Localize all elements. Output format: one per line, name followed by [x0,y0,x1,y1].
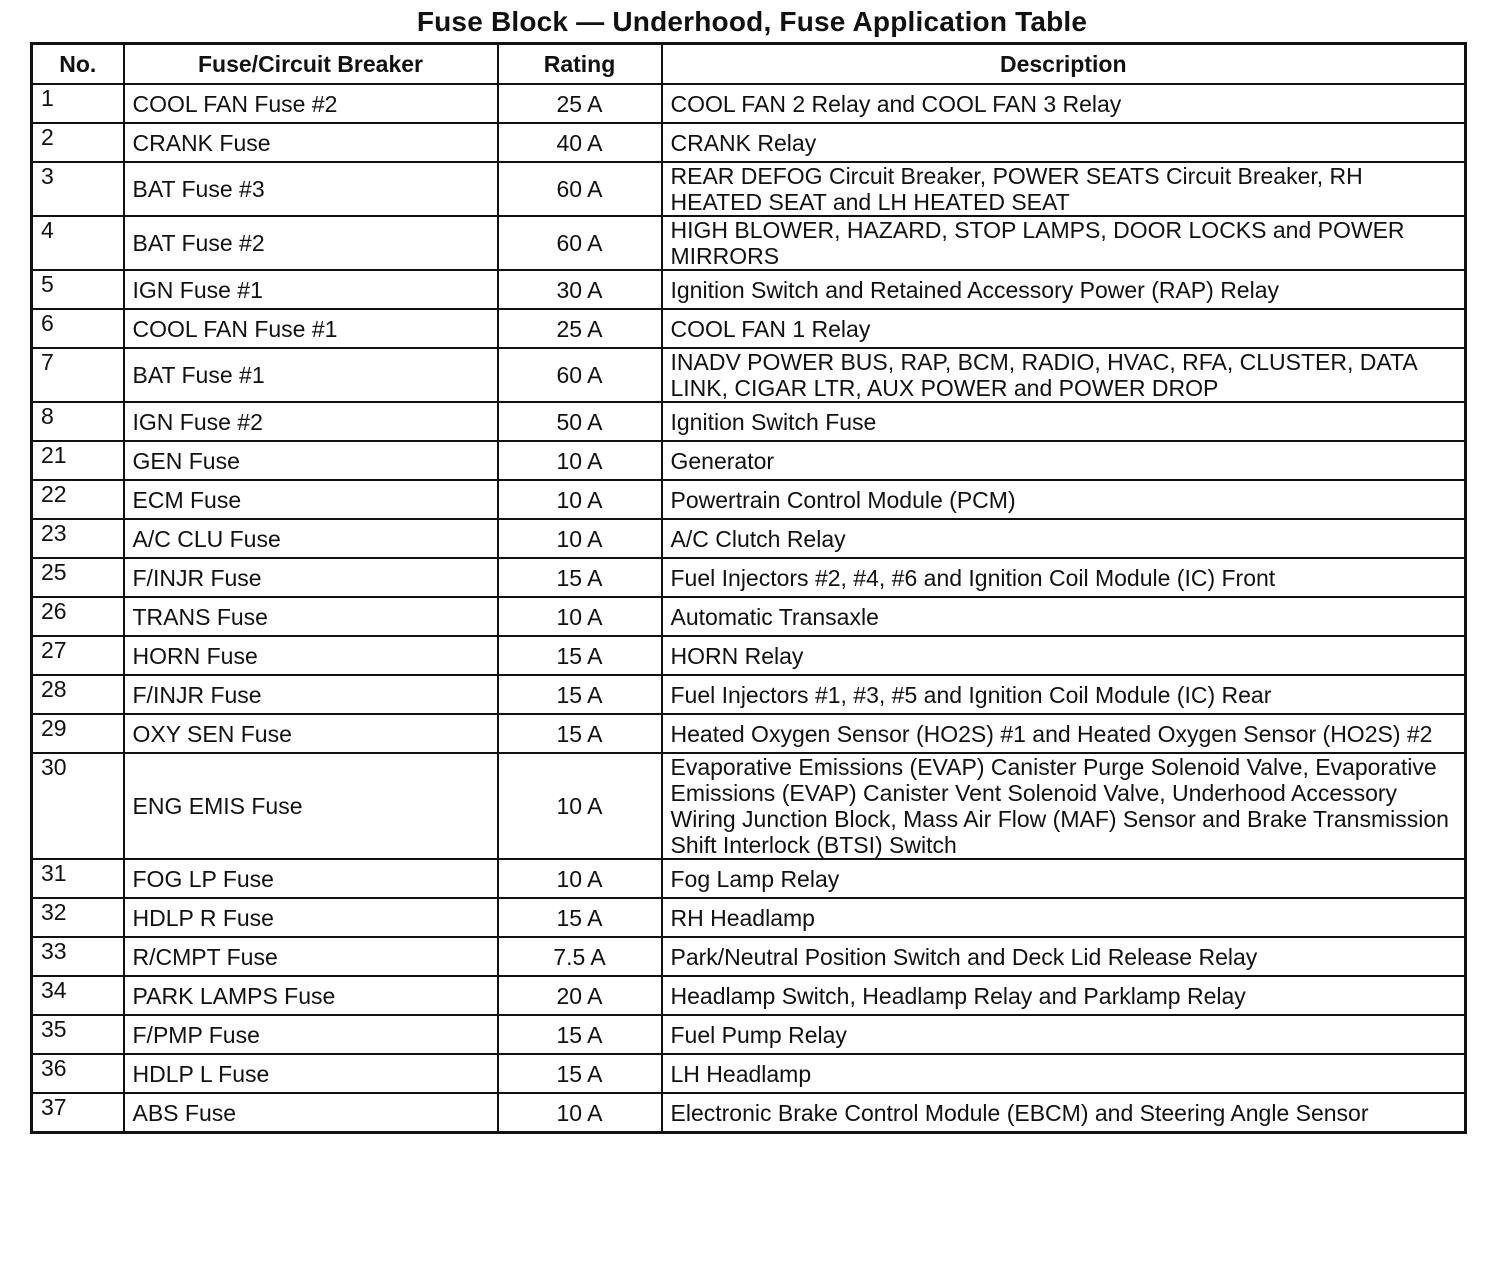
rating-cell: 40 A [498,123,662,162]
fuse-name-cell: HDLP R Fuse [124,898,498,937]
description-cell: Fog Lamp Relay [662,859,1466,898]
rating-cell: 7.5 A [498,937,662,976]
fuse-name-cell: HORN Fuse [124,636,498,675]
table-row [32,84,1466,123]
table-row [32,937,1466,976]
rating-cell: 15 A [498,714,662,753]
fuse-application-table [30,42,1467,1134]
fuse-name-cell: IGN Fuse #1 [124,270,498,309]
fuse-number-cell: 2 [32,123,124,162]
rating-cell: 10 A [498,519,662,558]
table-row [32,1015,1466,1054]
page-title: Fuse Block — Underhood, Fuse Application Table [416,6,1088,37]
fuse-name-cell: COOL FAN Fuse #2 [124,84,498,123]
fuse-number-cell: 8 [32,402,124,441]
fuse-name-cell: ENG EMIS Fuse [124,753,498,859]
fuse-name-cell: FOG LP Fuse [124,859,498,898]
fuse-name-cell: ABS Fuse [124,1093,498,1133]
fuse-number-cell: 29 [32,714,124,753]
description-cell: RH Headlamp [662,898,1466,937]
rating-cell: 15 A [498,1015,662,1054]
table-row [32,898,1466,937]
fuse-number-cell: 23 [32,519,124,558]
rating-cell: 15 A [498,636,662,675]
column-header-rating: Rating [498,44,662,85]
fuse-name-cell: F/INJR Fuse [124,558,498,597]
rating-cell: 25 A [498,84,662,123]
rating-cell: 10 A [498,441,662,480]
description-cell: Powertrain Control Module (PCM) [662,480,1466,519]
fuse-number-cell: 7 [32,348,124,402]
fuse-number-cell: 6 [32,309,124,348]
fuse-number-cell: 22 [32,480,124,519]
description-cell: LH Headlamp [662,1054,1466,1093]
rating-cell: 15 A [498,675,662,714]
table-row [32,597,1466,636]
fuse-name-cell: A/C CLU Fuse [124,519,498,558]
column-header-no: No. [32,44,124,85]
table-row [32,348,1466,402]
description-cell: CRANK Relay [662,123,1466,162]
table-row [32,636,1466,675]
description-cell: HORN Relay [662,636,1466,675]
fuse-name-cell: BAT Fuse #1 [124,348,498,402]
table-row [32,123,1466,162]
description-cell: A/C Clutch Relay [662,519,1466,558]
fuse-number-cell: 32 [32,898,124,937]
fuse-name-cell: F/PMP Fuse [124,1015,498,1054]
fuse-name-cell: COOL FAN Fuse #1 [124,309,498,348]
rating-cell: 60 A [498,162,662,216]
table-row [32,309,1466,348]
rating-cell: 15 A [498,898,662,937]
fuse-name-cell: BAT Fuse #2 [124,216,498,270]
fuse-number-cell: 37 [32,1093,124,1133]
rating-cell: 60 A [498,348,662,402]
fuse-name-cell: IGN Fuse #2 [124,402,498,441]
rating-cell: 10 A [498,480,662,519]
fuse-number-cell: 4 [32,216,124,270]
description-cell: Automatic Transaxle [662,597,1466,636]
description-cell: Ignition Switch Fuse [662,402,1466,441]
fuse-number-cell: 27 [32,636,124,675]
description-cell: COOL FAN 1 Relay [662,309,1466,348]
table-row [32,675,1466,714]
fuse-name-cell: GEN Fuse [124,441,498,480]
fuse-name-cell: F/INJR Fuse [124,675,498,714]
fuse-name-cell: OXY SEN Fuse [124,714,498,753]
description-cell: Heated Oxygen Sensor (HO2S) #1 and Heated Oxygen Sensor (HO2S) #2 [662,714,1466,753]
fuse-number-cell: 35 [32,1015,124,1054]
table-row [32,162,1466,216]
table-header-row [32,44,1466,85]
fuse-number-cell: 34 [32,976,124,1015]
rating-cell: 10 A [498,1093,662,1133]
table-row [32,402,1466,441]
description-cell: Generator [662,441,1466,480]
table-row [32,753,1466,859]
table-row [32,519,1466,558]
table-row [32,859,1466,898]
fuse-number-cell: 21 [32,441,124,480]
rating-cell: 20 A [498,976,662,1015]
table-row [32,976,1466,1015]
fuse-name-cell: PARK LAMPS Fuse [124,976,498,1015]
fuse-number-cell: 3 [32,162,124,216]
table-row [32,714,1466,753]
rating-cell: 50 A [498,402,662,441]
description-cell: INADV POWER BUS, RAP, BCM, RADIO, HVAC, RFA, CLUSTER, DATA LINK, CIGAR LTR, AUX POWER and POWER DROP [662,348,1466,402]
fuse-name-cell: HDLP L Fuse [124,1054,498,1093]
column-header-fuse: Fuse/Circuit Breaker [124,44,498,85]
table-body [32,84,1466,1133]
fuse-name-cell: TRANS Fuse [124,597,498,636]
fuse-name-cell: ECM Fuse [124,480,498,519]
fuse-number-cell: 33 [32,937,124,976]
fuse-number-cell: 30 [32,753,124,859]
description-cell: Electronic Brake Control Module (EBCM) and Steering Angle Sensor [662,1093,1466,1133]
fuse-number-cell: 31 [32,859,124,898]
description-cell: Park/Neutral Position Switch and Deck Lid Release Relay [662,937,1466,976]
description-cell: REAR DEFOG Circuit Breaker, POWER SEATS Circuit Breaker, RH HEATED SEAT and LH HEATED SEAT [662,162,1466,216]
table-row [32,216,1466,270]
fuse-number-cell: 28 [32,675,124,714]
description-cell: Fuel Injectors #1, #3, #5 and Ignition Coil Module (IC) Rear [662,675,1466,714]
fuse-name-cell: R/CMPT Fuse [124,937,498,976]
fuse-number-cell: 26 [32,597,124,636]
fuse-number-cell: 5 [32,270,124,309]
rating-cell: 15 A [498,558,662,597]
fuse-number-cell: 36 [32,1054,124,1093]
fuse-name-cell: CRANK Fuse [124,123,498,162]
description-cell: HIGH BLOWER, HAZARD, STOP LAMPS, DOOR LOCKS and POWER MIRRORS [662,216,1466,270]
description-cell: Headlamp Switch, Headlamp Relay and Parklamp Relay [662,976,1466,1015]
rating-cell: 25 A [498,309,662,348]
fuse-name-cell: BAT Fuse #3 [124,162,498,216]
rating-cell: 60 A [498,216,662,270]
rating-cell: 30 A [498,270,662,309]
rating-cell: 10 A [498,597,662,636]
rating-cell: 10 A [498,753,662,859]
description-cell: Ignition Switch and Retained Accessory Power (RAP) Relay [662,270,1466,309]
table-row [32,480,1466,519]
table-row [32,1093,1466,1133]
description-cell: COOL FAN 2 Relay and COOL FAN 3 Relay [662,84,1466,123]
table-row [32,270,1466,309]
description-cell: Fuel Pump Relay [662,1015,1466,1054]
table-row [32,1054,1466,1093]
fuse-number-cell: 1 [32,84,124,123]
description-cell: Evaporative Emissions (EVAP) Canister Purge Solenoid Valve, Evaporative Emissions (EVAP) Canister Vent Solenoid Valve, Underhood Accessory Wiring Junction Block, Mass Air Flow (MAF) Sensor and Brake Transmission Shift Interlock (BTSI) Switch [662,753,1466,859]
fuse-number-cell: 25 [32,558,124,597]
column-header-description: Description [662,44,1466,85]
description-cell: Fuel Injectors #2, #4, #6 and Ignition Coil Module (IC) Front [662,558,1466,597]
rating-cell: 15 A [498,1054,662,1093]
rating-cell: 10 A [498,859,662,898]
table-row [32,558,1466,597]
table-row [32,441,1466,480]
